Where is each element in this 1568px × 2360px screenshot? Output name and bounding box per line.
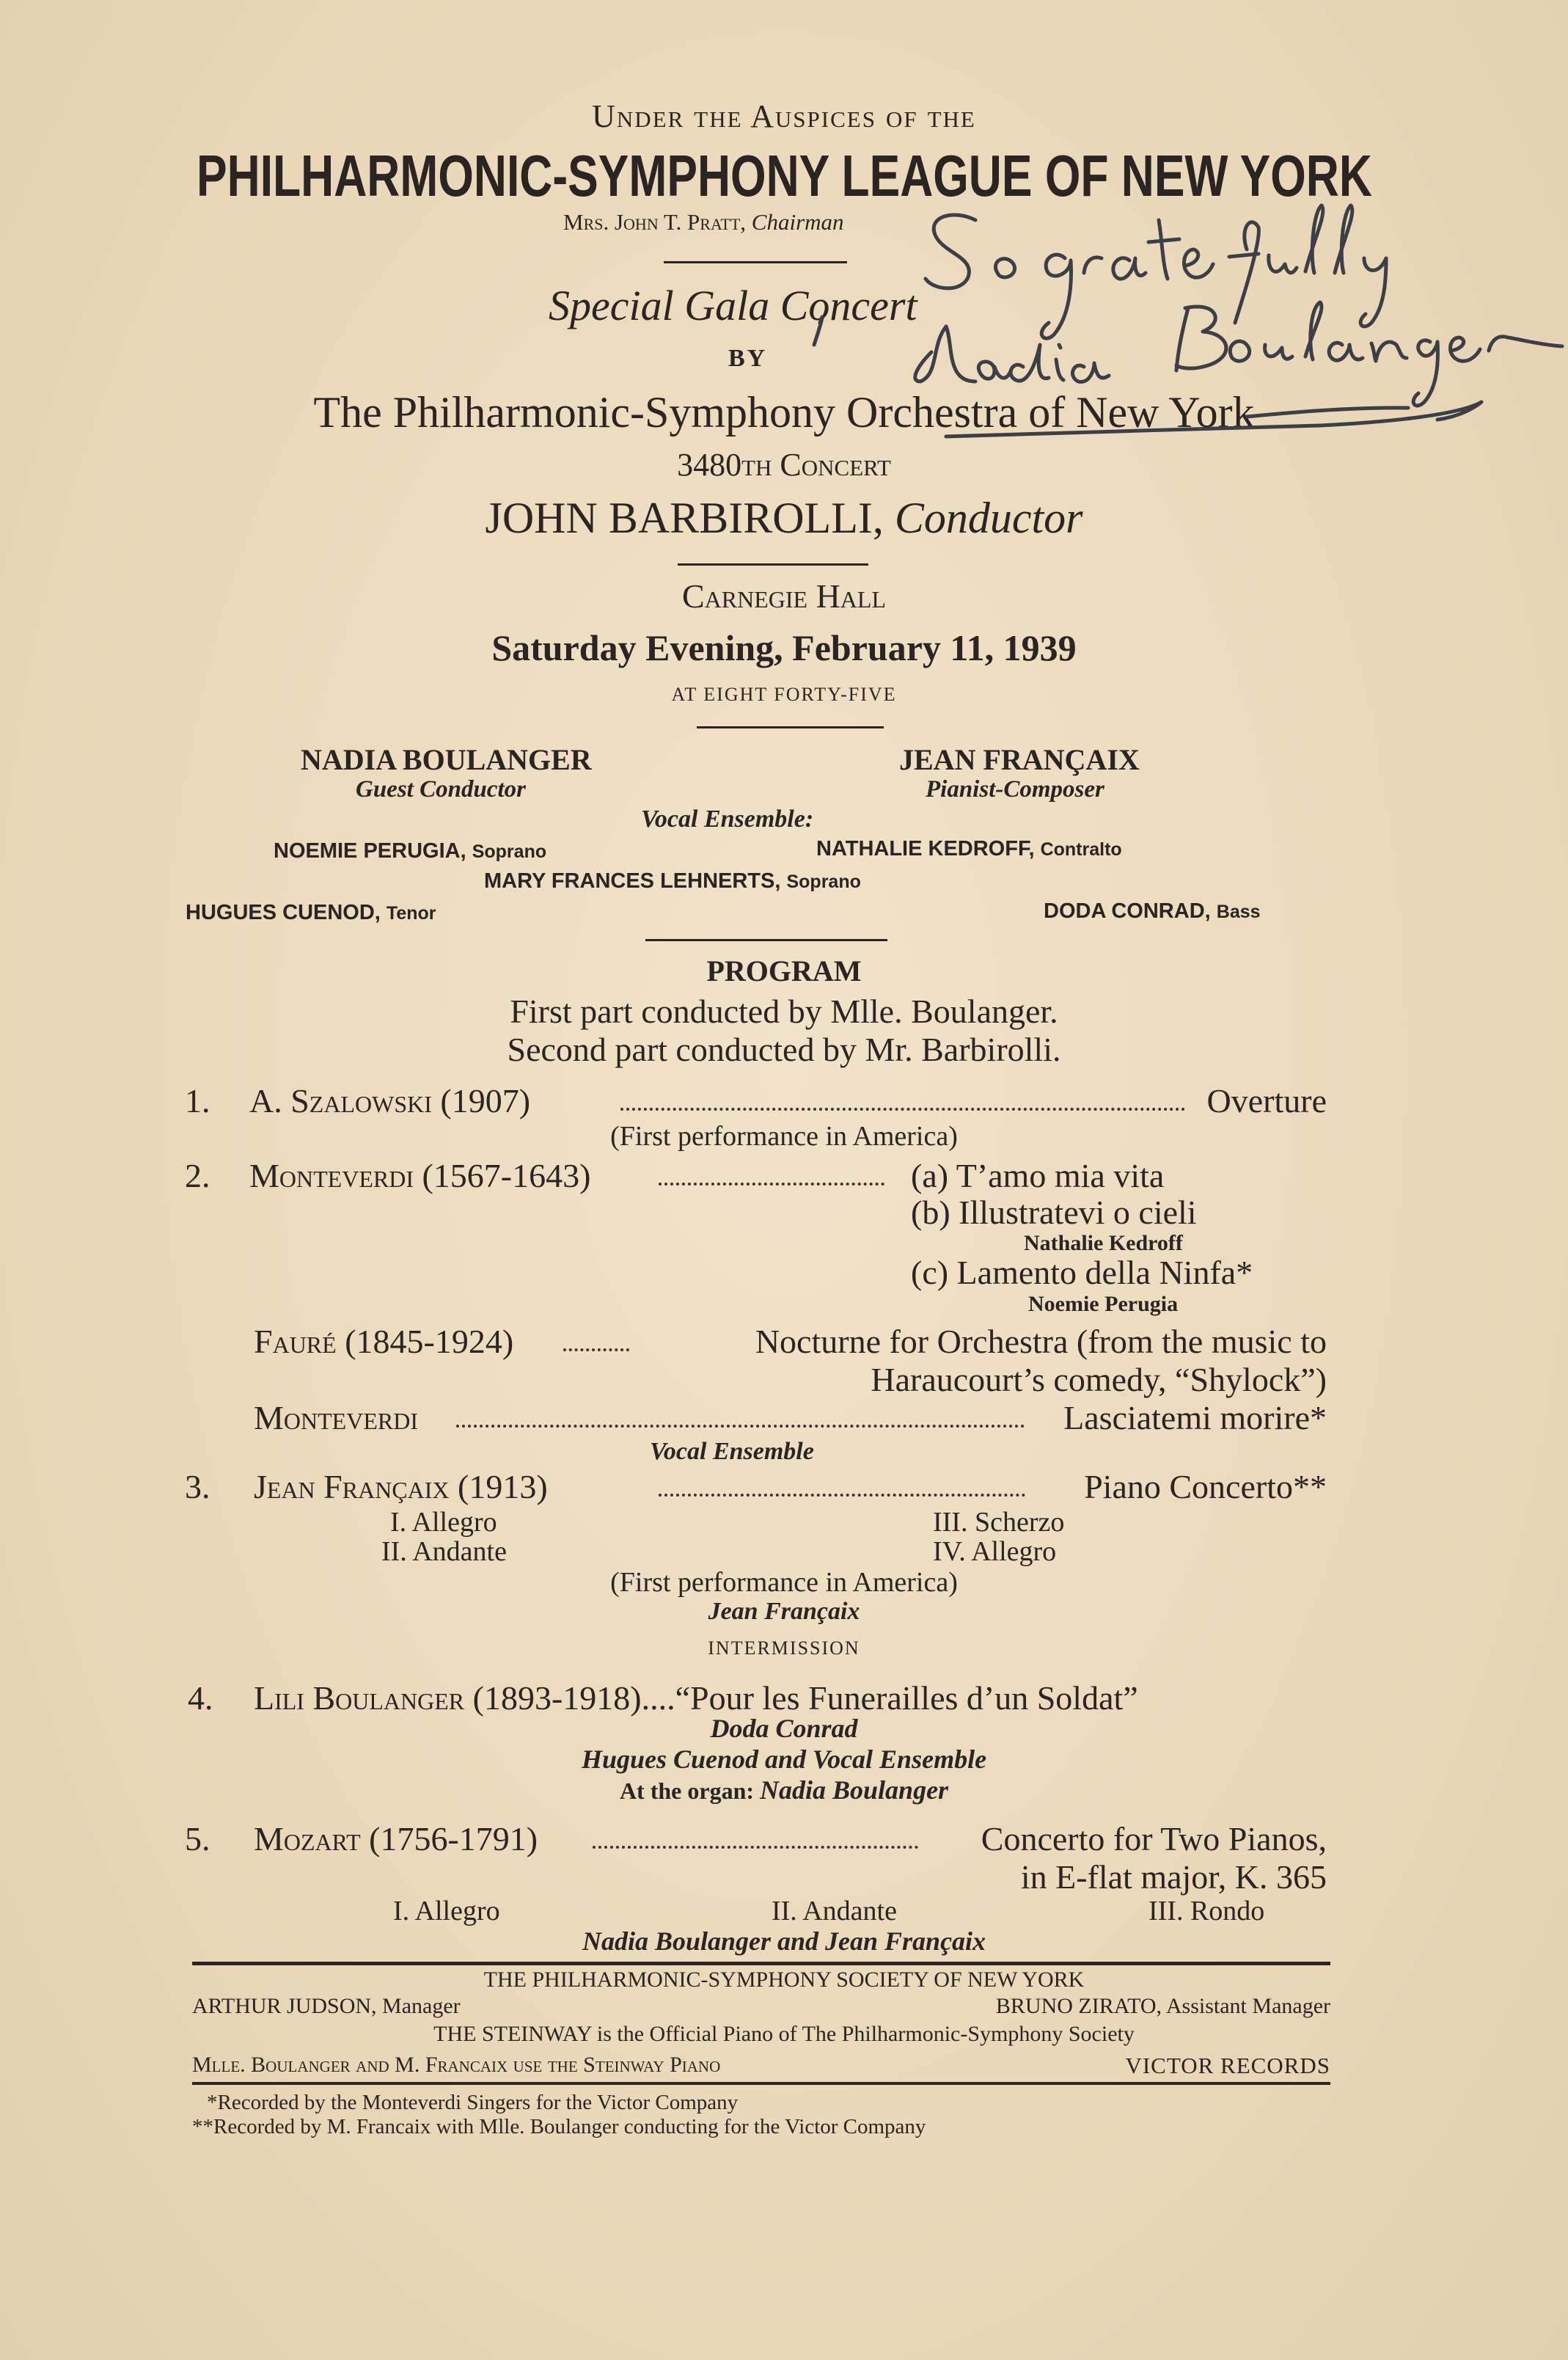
- conductor-name: JOHN BARBIROLLI,: [485, 494, 884, 542]
- footer-rule: [192, 2082, 1330, 2085]
- handwritten-signature: [0, 0, 1568, 514]
- composer-name: Monteverdi: [254, 1399, 418, 1436]
- work-title: Lasciatemi morire*: [1063, 1399, 1327, 1436]
- divider: [664, 261, 847, 263]
- composer-years: (1907): [440, 1082, 531, 1119]
- work-title: Concerto for Two Pianos,: [981, 1820, 1327, 1857]
- dot-leader: [593, 1846, 918, 1849]
- performer: Doda Conrad: [710, 1714, 858, 1743]
- concert-number: 3480th Concert: [677, 447, 891, 483]
- work-title: Piano Concerto**: [1084, 1468, 1327, 1505]
- item-number: 5.: [185, 1820, 210, 1857]
- singer-perugia: [274, 841, 546, 862]
- singer-name: HUGUES CUENOD,: [186, 901, 381, 924]
- song-c: (c) Lamento della Ninfa*: [911, 1254, 1253, 1291]
- concert-date: Saturday Evening, February 11, 1939: [491, 627, 1077, 668]
- singer-kedroff: [816, 839, 1122, 860]
- performer: Noemie Perugia: [1028, 1292, 1179, 1316]
- organ-name: Nadia Boulanger: [760, 1775, 949, 1805]
- movement: II. Andante: [381, 1536, 507, 1567]
- item-number: 2.: [185, 1157, 210, 1194]
- francaix-name: JEAN FRANÇAIX: [899, 743, 1140, 776]
- concert-time: AT EIGHT FORTY-FIVE: [671, 684, 897, 705]
- venue: Carnegie Hall: [681, 577, 887, 615]
- gala-title: Special Gala Concert: [549, 282, 917, 329]
- manager: ARTHUR JUDSON, Manager: [192, 1994, 461, 2018]
- program-heading: PROGRAM: [706, 954, 862, 987]
- work-title-continued: Haraucourt’s comedy, “Shylock”): [871, 1361, 1327, 1398]
- assistant-manager: BRUNO ZIRATO, Assistant Manager: [995, 1994, 1330, 2018]
- boulanger-role: Guest Conductor: [356, 776, 526, 803]
- singer-name: MARY FRANCES LEHNERTS,: [484, 869, 781, 893]
- movement: IV. Allegro: [933, 1536, 1057, 1567]
- performance-note: (First performance in America): [610, 1567, 958, 1598]
- intermission: INTERMISSION: [708, 1637, 860, 1659]
- dot-leader: [456, 1425, 1025, 1428]
- work-title: Nocturne for Orchestra (from the music to: [755, 1323, 1327, 1360]
- work-title: Overture: [1206, 1082, 1327, 1119]
- faure-composer-line: [254, 1325, 513, 1359]
- divider: [697, 726, 884, 728]
- singer-name: NOEMIE PERUGIA,: [274, 839, 466, 863]
- movement: I. Allegro: [393, 1896, 500, 1926]
- performer: Vocal Ensemble: [650, 1438, 814, 1465]
- vocal-ensemble-label: Vocal Ensemble:: [641, 805, 814, 833]
- auspices-line: Under the Auspices of the: [592, 98, 976, 134]
- singer-voice: Soprano: [472, 841, 547, 862]
- dot-leader: [659, 1494, 1025, 1497]
- composer-name: Jean Françaix: [254, 1468, 450, 1505]
- league-title-text: PHILHARMONIC-SYMPHONY LEAGUE OF NEW YORK: [196, 143, 1372, 208]
- composer-name: A. Szalowski: [249, 1082, 432, 1119]
- item2-composer-line: [249, 1159, 590, 1193]
- movement: I. Allegro: [390, 1507, 497, 1538]
- song-b: (b) Illustratevi o cieli: [911, 1194, 1197, 1231]
- work-title: “Pour les Funerailles d’un Soldat”: [675, 1679, 1138, 1717]
- chairman-role: Chairman: [751, 209, 844, 235]
- singer-cuenod: [186, 902, 436, 924]
- footnote: **Recorded by M. Francaix with Mlle. Boulanger conducting for the Victor Company: [192, 2115, 926, 2138]
- item-number: 3.: [185, 1468, 210, 1505]
- singer-voice: Contralto: [1040, 839, 1122, 860]
- item3-composer-line: [254, 1470, 548, 1504]
- victor-records: VICTOR RECORDS: [1125, 2053, 1330, 2078]
- singer-voice: Bass: [1216, 902, 1261, 922]
- steinway-line: THE STEINWAY is the Official Piano of The Philharmonic-Symphony Society: [433, 2022, 1135, 2046]
- performance-note: (First performance in America): [610, 1121, 958, 1152]
- dot-leader: [659, 1183, 884, 1186]
- dot-leader: [563, 1348, 629, 1351]
- composer-name: Fauré: [254, 1323, 337, 1360]
- composer-years: (1756-1791): [369, 1820, 538, 1857]
- program-part1: First part conducted by Mlle. Boulanger.: [510, 993, 1058, 1030]
- organ-label: At the organ:: [619, 1778, 755, 1804]
- singer-name: NATHALIE KEDROFF,: [816, 837, 1035, 861]
- item-number: 1.: [185, 1082, 210, 1119]
- program-part2: Second part conducted by Mr. Barbirolli.: [507, 1031, 1061, 1068]
- composer-years: (1567-1643): [422, 1157, 591, 1194]
- footnote: *Recorded by the Monteverdi Singers for the Victor Company: [207, 2091, 739, 2114]
- organ-line: [0, 1777, 1568, 1803]
- composer-name: Mozart: [254, 1820, 361, 1857]
- conductor-line: [0, 496, 1568, 540]
- movement: II. Andante: [772, 1896, 897, 1926]
- performer: Hugues Cuenod and Vocal Ensemble: [581, 1745, 987, 1774]
- divider: [645, 939, 887, 941]
- composer-name: Lili Boulanger: [254, 1679, 465, 1717]
- singer-conrad: [1044, 901, 1261, 922]
- society-name: THE PHILHARMONIC-SYMPHONY SOCIETY OF NEW YORK: [483, 1968, 1085, 1992]
- composer-name: Monteverdi: [249, 1157, 414, 1194]
- piano-note: Mlle. Boulanger and M. Francaix use the Steinway Piano: [192, 2053, 721, 2077]
- footer-rule: [192, 1962, 1330, 1965]
- composer-years: (1913): [458, 1468, 548, 1505]
- orchestra-name: The Philharmonic-Symphony Orchestra of New York: [313, 388, 1255, 436]
- performer: Nathalie Kedroff: [1024, 1231, 1183, 1255]
- work-title-continued: in E-flat major, K. 365: [1020, 1858, 1327, 1896]
- song-a: (a) T’amo mia vita: [911, 1157, 1165, 1194]
- league-title: [0, 143, 1568, 208]
- performer: Jean Françaix: [708, 1598, 860, 1625]
- performer: Nadia Boulanger and Jean Françaix: [582, 1926, 986, 1956]
- movement: III. Scherzo: [933, 1507, 1065, 1538]
- singer-voice: Soprano: [786, 872, 861, 892]
- item1-composer-line: [249, 1084, 530, 1118]
- by-label: BY: [728, 345, 768, 372]
- francaix-role: Pianist-Composer: [926, 776, 1104, 803]
- divider: [678, 563, 868, 566]
- item4-line: [254, 1681, 1138, 1715]
- composer-years: (1893-1918)....: [472, 1679, 675, 1717]
- singer-voice: Tenor: [386, 903, 436, 924]
- singer-name: DODA CONRAD,: [1044, 899, 1211, 923]
- item-number: 4.: [188, 1679, 213, 1717]
- dot-leader: [620, 1108, 1185, 1111]
- conductor-role: Conductor: [894, 494, 1083, 542]
- movement: III. Rondo: [1148, 1896, 1265, 1926]
- chairman-name: Mrs. John T. Pratt,: [563, 209, 747, 235]
- composer-years: (1845-1924): [345, 1323, 514, 1360]
- chairman-line: [563, 211, 844, 233]
- boulanger-name: NADIA BOULANGER: [301, 743, 592, 776]
- singer-lehnerts: [484, 871, 861, 892]
- item5-composer-line: [254, 1822, 538, 1856]
